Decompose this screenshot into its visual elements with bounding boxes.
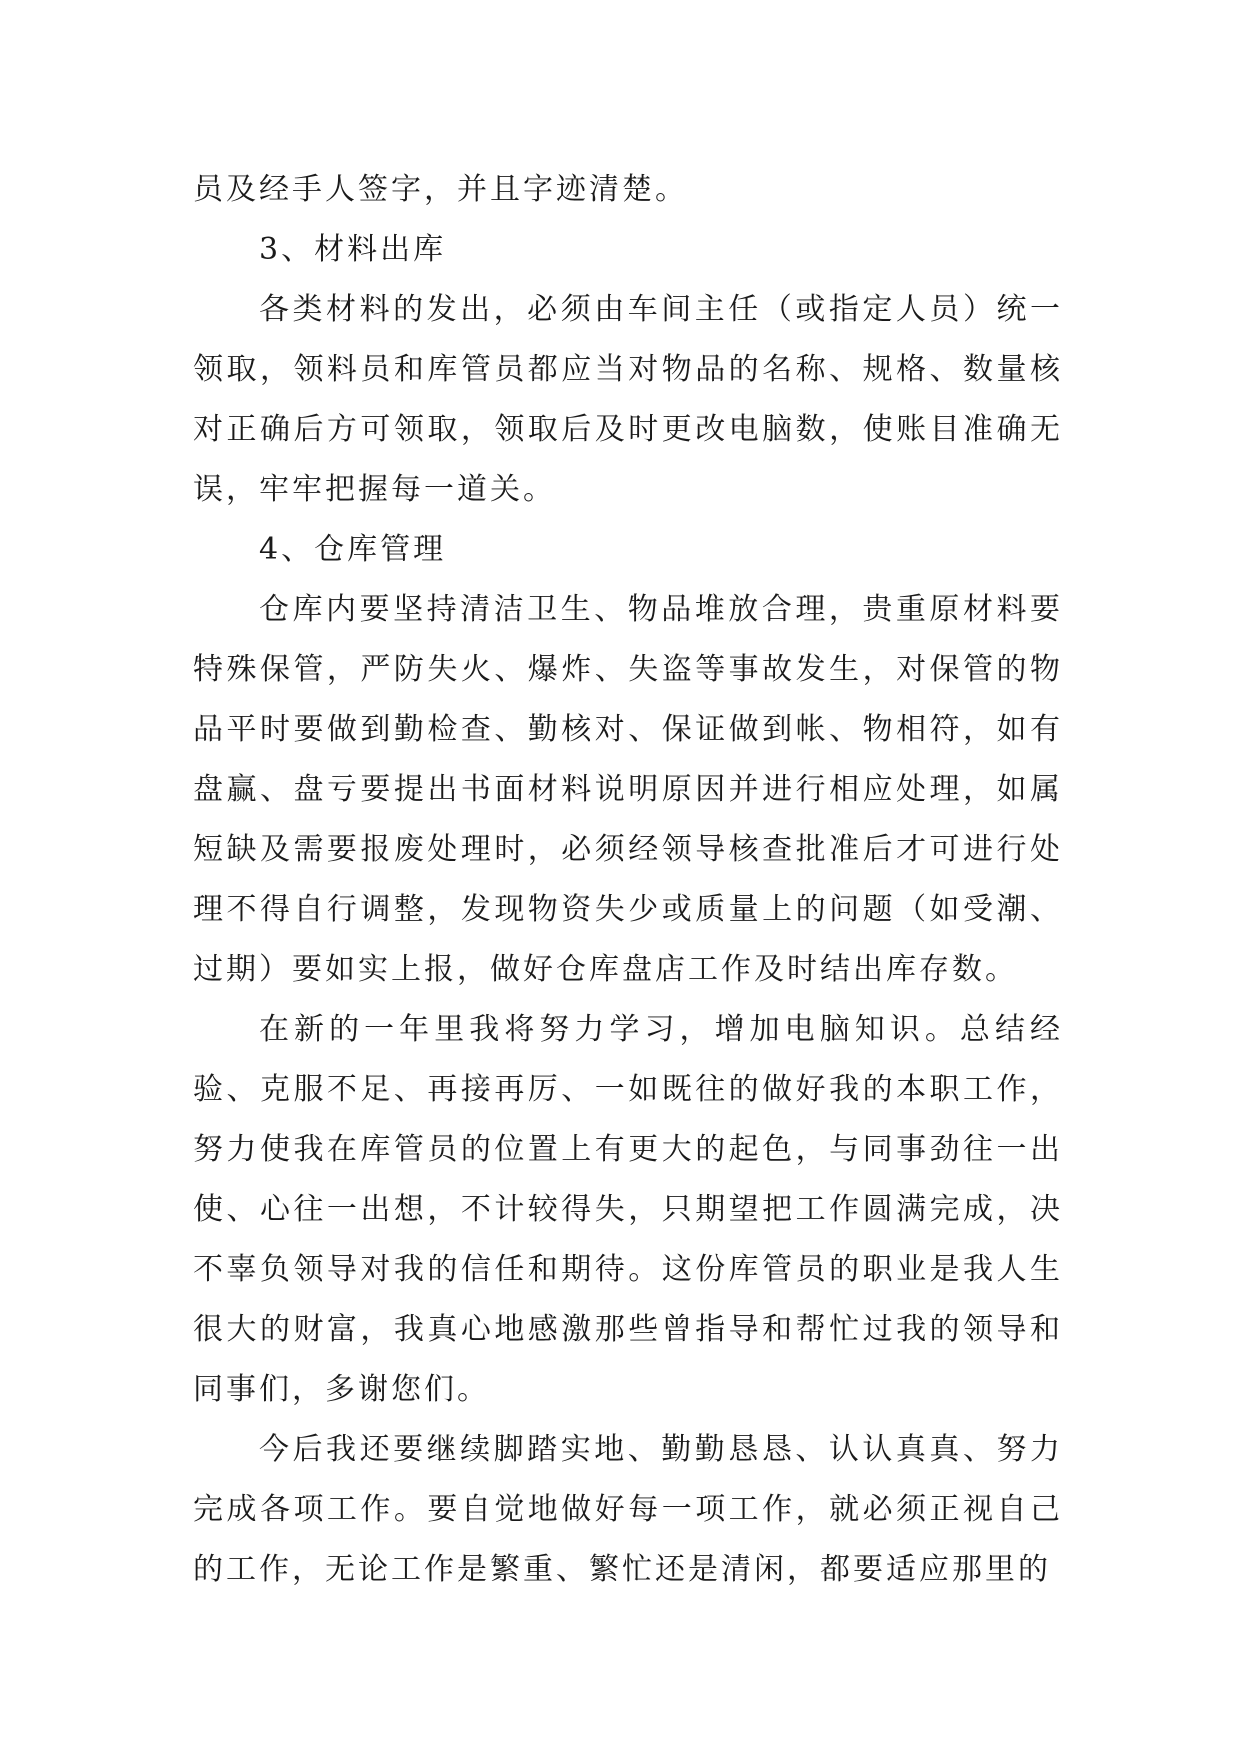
paragraph-future-work: 今后我还要继续脚踏实地、勤勤恳恳、认认真真、努力完成各项工作。要自觉地做好每一项工作，就必须正视自己的工作，无论工作是繁重、繁忙还是清闲，都要适应那里的 <box>193 1432 1063 1587</box>
heading-material-outbound: 3、材料出库 <box>259 232 447 267</box>
paragraph-new-year-plan: 在新的一年里我将努力学习，增加电脑知识。总结经验、克服不足、再接再厉、一如既往的做好我的本职工作，努力使我在库管员的位置上有更大的起色，与同事劲往一出使、心往一出想，不计较得失，只期望把工作圆满完成，决不辜负领导对我的信任和期待。这份库管员的职业是我人生很大的财富，我真心地感激那些曾指导和帮忙过我的领导和同事们，多谢您们。 <box>193 1012 1063 1407</box>
heading-warehouse-management: 4、仓库管理 <box>259 532 447 567</box>
document-body <box>193 160 1063 1600</box>
paragraph-signature: 员及经手人签字，并且字迹清楚。 <box>193 172 688 207</box>
paragraph-material-outbound: 各类材料的发出，必须由车间主任（或指定人员）统一领取，领料员和库管员都应当对物品的名称、规格、数量核对正确后方可领取，领取后及时更改电脑数，使账目准确无误，牢牢把握每一道关。 <box>193 292 1063 507</box>
paragraph-warehouse-management: 仓库内要坚持清洁卫生、物品堆放合理，贵重原材料要特殊保管，严防失火、爆炸、失盗等事故发生，对保管的物品平时要做到勤检查、勤核对、保证做到帐、物相符，如有盘赢、盘亏要提出书面材料说明原因并进行相应处理，如属短缺及需要报废处理时，必须经领导核查批准后才可进行处理不得自行调整，发现物资失少或质量上的问题（如受潮、过期）要如实上报，做好仓库盘店工作及时结出库存数。 <box>193 592 1063 987</box>
